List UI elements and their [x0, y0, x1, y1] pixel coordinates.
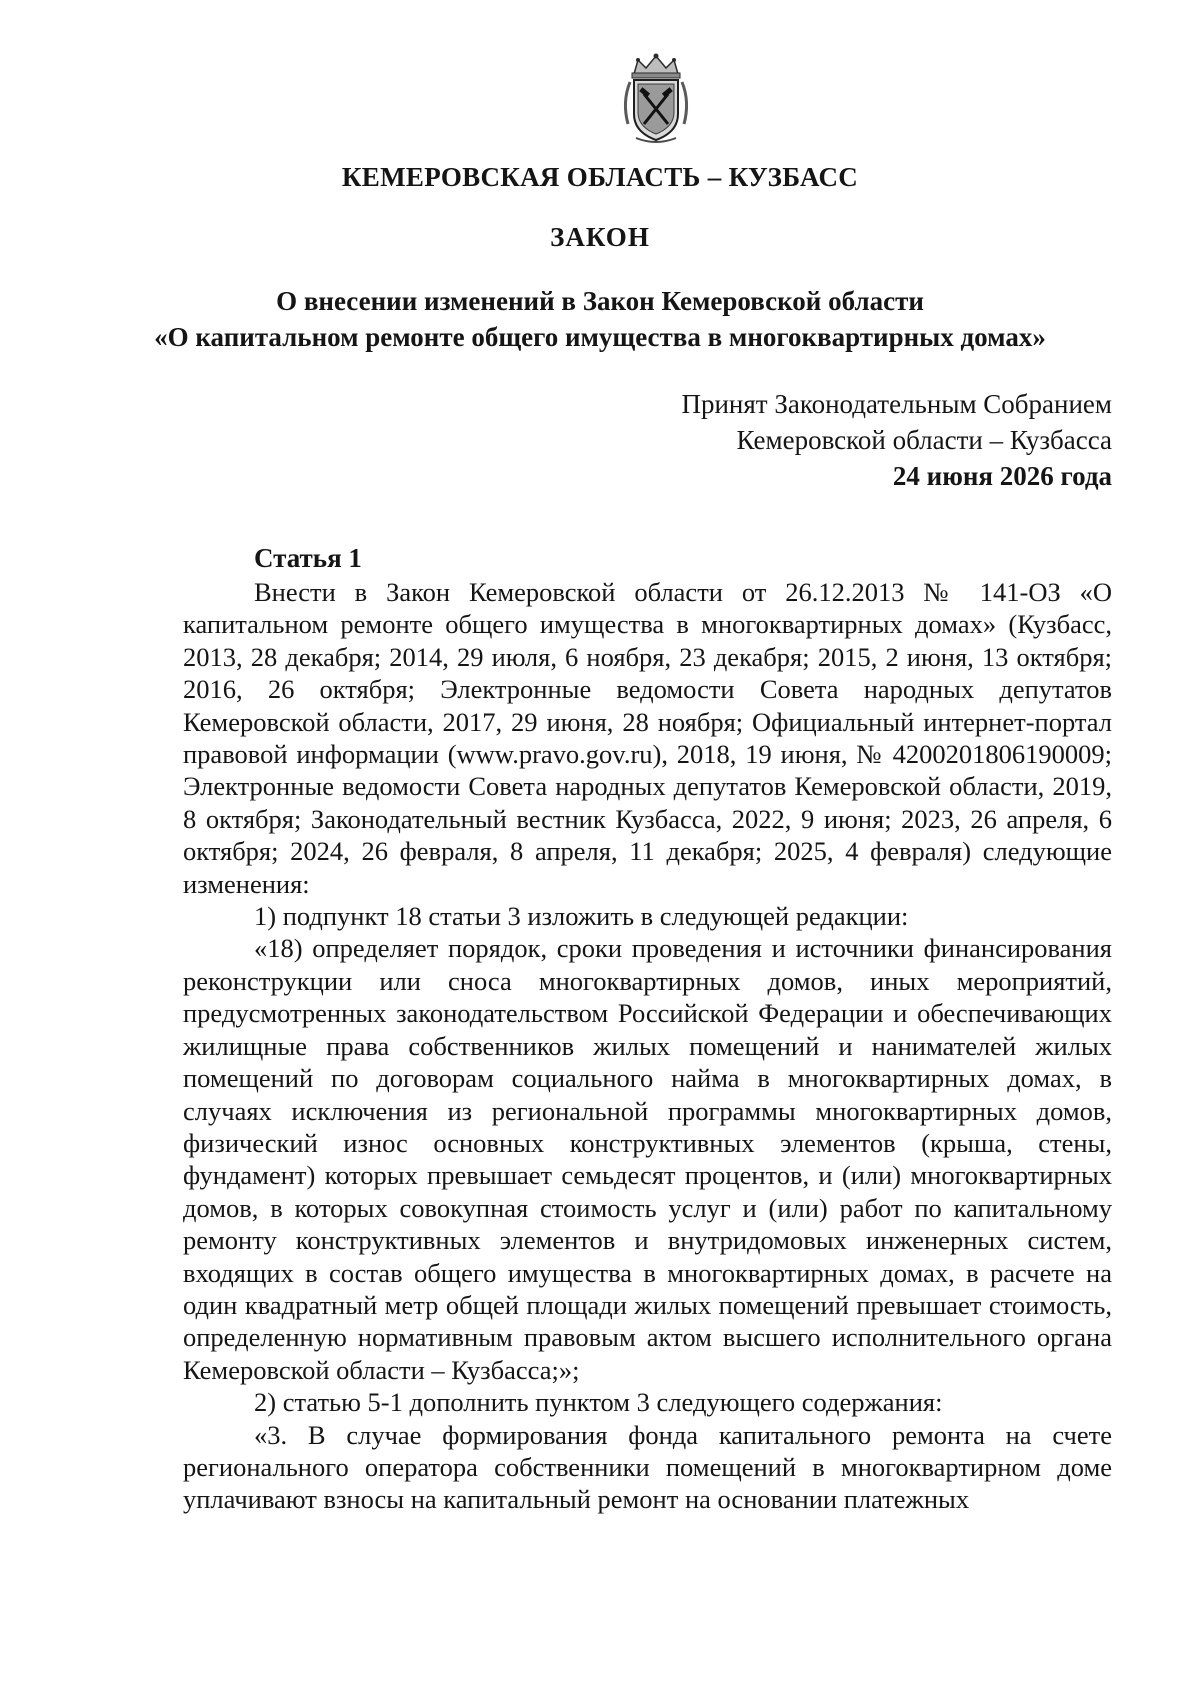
- coat-of-arms-emblem: [620, 52, 692, 144]
- article-paragraph-point-3: «3. В случае формирования фонда капитального ремонта на счете регионального оператора собственники помещений в многоквартирном доме уплачивают взносы на капитальный ремонт на основании платежных: [183, 1419, 1112, 1515]
- article-heading: Статья 1: [254, 543, 362, 573]
- region-name: КЕМЕРОВСКАЯ ОБЛАСТЬ – КУЗБАСС: [341, 162, 859, 192]
- law-title-line-2: «О капитальном ремонте общего имущества в многоквартирных домах»: [154, 322, 1046, 352]
- article-paragraph-intro: Внести в Закон Кемеровской области от 26.12.2013 № 141-ОЗ «О капитальном ремонте общего имущества в многоквартирных домах» (Кузбасс, 2013, 28 декабря; 2014, 29 июля, 6 ноября, 23 декабря; 2015, 2 июня, 13 октября; 2016, 26 октября; Электронные ведомости Совета народных депутатов Кемеровской области, 2017, 29 июня, 28 ноября; Официальный интернет-портал правовой информации (www.pravo.gov.ru), 2018, 19 июня, № 4200201806190009; Электронные ведомости Совета народных депутатов Кемеровской области, 2019, 8 октября; Законодательный вестник Кузбасса, 2022, 9 июня; 2023, 26 апреля, 6 октября; 2024, 26 февраля, 8 апреля, 11 декабря; 2025, 4 февраля) следующие изменения:: [183, 577, 1112, 899]
- adoption-date: 24 июня 2026 года: [892, 461, 1112, 491]
- article-paragraph-item-2: 2) статью 5-1 дополнить пунктом 3 следующего содержания:: [254, 1387, 943, 1418]
- adoption-line-2: Кемеровской области – Кузбасса: [736, 425, 1112, 455]
- article-paragraph-subitem-18: «18) определяет порядок, сроки проведения и источники финансирования реконструкции или сноса многоквартирных домов, иных мероприятий, предусмотренных законодательством Российской Федерации и обеспечивающих жилищные права собственников жилых помещений и нанимателей жилых помещений по договорам социального найма в многоквартирных домах, в случаях исключения из региональной программы многоквартирных домов, физический износ основных конструктивных элементов (крыша, стены, фундамент) которых превышает семьдесят процентов, и (или) многоквартирных домов, в которых совокупная стоимость услуг и (или) работ по капитальному ремонту конструктивных элементов и внутридомовых инженерных систем, входящих в состав общего имущества в многоквартирных домах, в расчете на один квадратный метр общей площади жилых помещений превышает стоимость, определенную нормативным правовым актом высшего исполнительного органа Кемеровской области – Кузбасса;»;: [183, 933, 1112, 1385]
- law-title-line-1: О внесении изменений в Закон Кемеровской области: [276, 286, 924, 316]
- adoption-line-1: Принят Законодательным Собранием: [681, 389, 1112, 419]
- article-paragraph-item-1: 1) подпункт 18 статьи 3 изложить в следующей редакции:: [254, 901, 909, 932]
- adoption-block: [681, 386, 1112, 494]
- article-body: [183, 576, 1112, 1516]
- law-title: [0, 283, 1200, 355]
- document-type: ЗАКОН: [550, 222, 650, 252]
